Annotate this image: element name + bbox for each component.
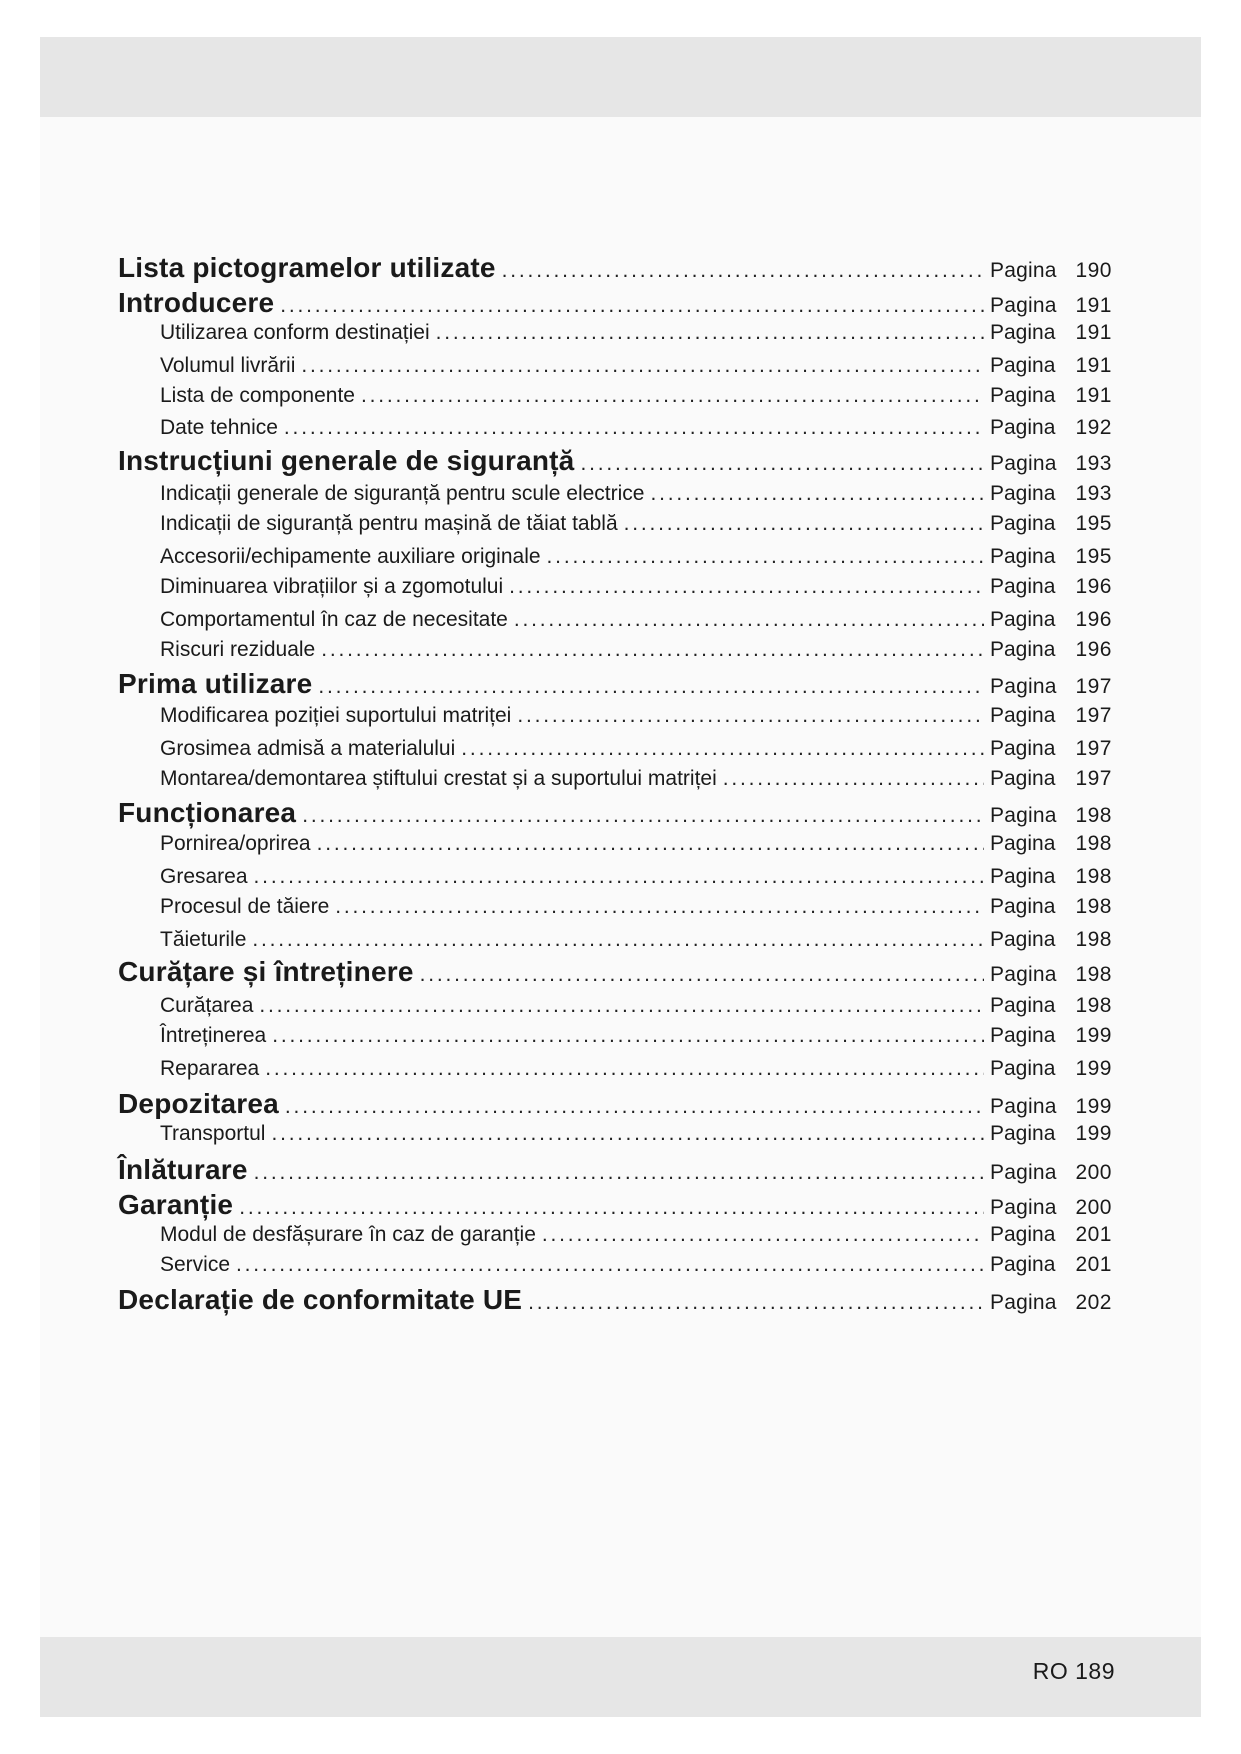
page-number: 197 (1075, 767, 1112, 790)
page-number: 196 (1075, 575, 1112, 598)
page-reference (990, 832, 1112, 856)
dot-leader (528, 1291, 984, 1315)
toc-subsection[interactable] (118, 545, 1112, 569)
page-number: 198 (1075, 832, 1112, 855)
page-label: Pagina (990, 928, 1056, 951)
toc-subsection[interactable] (118, 482, 1112, 506)
dot-leader (302, 804, 984, 828)
toc-subsection[interactable] (118, 1253, 1112, 1277)
dot-leader (321, 638, 984, 662)
page-label: Pagina (990, 259, 1057, 282)
dot-leader (542, 1223, 984, 1247)
toc-title: Utilizarea conform destinației (160, 321, 430, 344)
page-reference (990, 1122, 1112, 1146)
page-reference (990, 575, 1112, 599)
page-reference (990, 767, 1112, 791)
page-label: Pagina (990, 1196, 1057, 1219)
page-number: 190 (1075, 259, 1112, 282)
toc-subsection[interactable] (118, 608, 1112, 632)
dot-leader (284, 416, 984, 440)
page-reference (990, 804, 1112, 828)
dot-leader (723, 767, 984, 791)
page-label: Pagina (990, 354, 1056, 377)
toc-title: Riscuri reziduale (160, 638, 316, 661)
page-label: Pagina (990, 384, 1056, 407)
page-label: Pagina (990, 482, 1056, 505)
page-number: 193 (1075, 482, 1112, 505)
dot-leader (461, 737, 984, 761)
page-label: Pagina (990, 865, 1056, 888)
toc-section[interactable] (118, 445, 1112, 477)
page-label: Pagina (990, 545, 1056, 568)
page-number: 200 (1075, 1196, 1112, 1219)
toc-title: Garanție (118, 1189, 234, 1220)
toc-subsection[interactable] (118, 416, 1112, 440)
toc-title: Lista pictogramelor utilizate (118, 252, 496, 283)
toc-title: Service (160, 1253, 231, 1276)
toc-subsection[interactable] (118, 575, 1112, 599)
dot-leader (317, 832, 984, 856)
page-number: 198 (1075, 928, 1112, 951)
dot-leader (271, 1122, 984, 1146)
page-label: Pagina (990, 767, 1056, 790)
dot-leader (517, 704, 984, 728)
page-number: 199 (1075, 1122, 1112, 1145)
page-label: Pagina (990, 994, 1056, 1017)
page-reference (990, 294, 1112, 318)
dot-leader (514, 608, 984, 632)
dot-leader (502, 259, 984, 283)
page-label: Pagina (990, 608, 1056, 631)
toc-title: Montarea/demontarea știftului crestat și a suportului matriței (160, 767, 717, 790)
toc-title: Date tehnice (160, 416, 278, 439)
page-number: 201 (1075, 1223, 1112, 1246)
page-number: 191 (1075, 321, 1112, 344)
page-reference (990, 1291, 1112, 1315)
toc-title: Declarație de conformitate UE (118, 1284, 523, 1315)
dot-leader (265, 1057, 984, 1081)
page-label: Pagina (990, 675, 1057, 698)
page-reference (990, 1095, 1112, 1119)
toc-subsection[interactable] (118, 994, 1112, 1018)
page-reference (990, 354, 1112, 378)
toc-section[interactable] (118, 1189, 1112, 1221)
toc-subsection[interactable] (118, 895, 1112, 919)
toc-title: Instrucțiuni generale de siguranță (118, 445, 575, 476)
dot-leader (436, 321, 984, 345)
page-reference (990, 737, 1112, 761)
page-reference (990, 963, 1112, 987)
toc-subsection[interactable] (118, 704, 1112, 728)
page-number: 191 (1075, 354, 1112, 377)
toc-title: Accesorii/echipamente auxiliare originale (160, 545, 541, 568)
toc-title: Prima utilizare (118, 668, 313, 699)
toc-title: Curățarea (160, 994, 254, 1017)
dot-leader (318, 675, 984, 699)
toc-subsection[interactable] (118, 384, 1112, 408)
toc-subsection[interactable] (118, 767, 1112, 791)
toc-section[interactable] (118, 668, 1112, 700)
dot-leader (252, 928, 984, 952)
toc-subsection[interactable] (118, 865, 1112, 889)
toc-title: Pornirea/oprirea (160, 832, 311, 855)
toc-title: Modificarea poziției suportului matriței (160, 704, 512, 727)
page-number: 198 (1075, 865, 1112, 888)
page-number: 196 (1075, 608, 1112, 631)
page-number: 199 (1075, 1095, 1112, 1118)
page-reference (990, 321, 1112, 345)
page-number: 195 (1075, 545, 1112, 568)
dot-leader (254, 1161, 984, 1185)
page-label: Pagina (990, 321, 1056, 344)
page-reference (990, 994, 1112, 1018)
page-number: 201 (1075, 1253, 1112, 1276)
dot-leader (280, 294, 984, 318)
toc-subsection[interactable] (118, 832, 1112, 856)
page-label: Pagina (990, 575, 1056, 598)
page-label: Pagina (990, 1024, 1056, 1047)
toc-section[interactable] (118, 287, 1112, 319)
toc-subsection[interactable] (118, 1223, 1112, 1247)
page-label: Pagina (990, 832, 1056, 855)
toc-subsection[interactable] (118, 638, 1112, 662)
page-number: 198 (1075, 895, 1112, 918)
toc-subsection[interactable] (118, 1122, 1112, 1146)
page-reference (990, 416, 1112, 440)
dot-leader (509, 575, 984, 599)
page-label: Pagina (990, 963, 1057, 986)
toc-title: Transportul (160, 1122, 266, 1145)
dot-leader (624, 512, 984, 536)
dot-leader (650, 482, 984, 506)
header-band (40, 37, 1201, 117)
footer-band (40, 1637, 1201, 1717)
page-reference (990, 638, 1112, 662)
page-number: 198 (1075, 804, 1112, 827)
toc-section[interactable] (118, 797, 1112, 829)
toc-subsection[interactable] (118, 737, 1112, 761)
page-reference (990, 928, 1112, 952)
dot-leader (272, 1024, 984, 1048)
page-label: Pagina (990, 1253, 1056, 1276)
dot-leader (547, 545, 984, 569)
toc-title: Înlăturare (118, 1154, 248, 1185)
page-label: Pagina (990, 737, 1056, 760)
page-label: Pagina (990, 452, 1057, 475)
page-number: 202 (1075, 1291, 1112, 1314)
page-number: 191 (1075, 384, 1112, 407)
toc-title: Procesul de tăiere (160, 895, 330, 918)
page-reference (990, 452, 1112, 476)
toc-subsection[interactable] (118, 321, 1112, 345)
dot-leader (580, 452, 984, 476)
toc-subsection[interactable] (118, 512, 1112, 536)
page-reference (990, 1161, 1112, 1185)
page-reference (990, 704, 1112, 728)
page-number: 193 (1075, 452, 1112, 475)
page-label: Pagina (990, 1161, 1057, 1184)
toc-title: Introducere (118, 287, 275, 318)
page-number: 192 (1075, 416, 1112, 439)
page-footer-number: RO 189 (1032, 1658, 1115, 1684)
toc-title: Funcționarea (118, 797, 297, 828)
page-reference (990, 865, 1112, 889)
dot-leader (335, 895, 984, 919)
toc-title: Volumul livrării (160, 354, 296, 377)
page-reference (990, 545, 1112, 569)
page-label: Pagina (990, 1057, 1056, 1080)
page-label: Pagina (990, 804, 1057, 827)
dot-leader (361, 384, 984, 408)
page-number: 191 (1075, 294, 1112, 317)
dot-leader (301, 354, 984, 378)
page-reference (990, 1024, 1112, 1048)
page-label: Pagina (990, 895, 1056, 918)
toc-title: Gresarea (160, 865, 248, 888)
page-label: Pagina (990, 638, 1056, 661)
toc-section[interactable] (118, 252, 1112, 284)
toc-title: Comportamentul în caz de necesitate (160, 608, 508, 631)
toc-title: Lista de componente (160, 384, 355, 407)
page-label: Pagina (990, 416, 1056, 439)
toc-section[interactable] (118, 1088, 1112, 1120)
page-reference (990, 512, 1112, 536)
page-number: 199 (1075, 1024, 1112, 1047)
page-label: Pagina (990, 1095, 1057, 1118)
dot-leader (239, 1196, 984, 1220)
page-label: Pagina (990, 1291, 1057, 1314)
page-number: 198 (1075, 994, 1112, 1017)
page-label: Pagina (990, 512, 1056, 535)
toc-title: Modul de desfășurare în caz de garanție (160, 1223, 536, 1246)
toc-subsection[interactable] (118, 1057, 1112, 1081)
toc-title: Tăieturile (160, 928, 247, 951)
toc-title: Repararea (160, 1057, 260, 1080)
page-reference (990, 1253, 1112, 1277)
dot-leader (236, 1253, 984, 1277)
page-number: 197 (1075, 675, 1112, 698)
page-label: Pagina (990, 1223, 1056, 1246)
page-number: 198 (1075, 963, 1112, 986)
page-label: Pagina (990, 704, 1056, 727)
page-number: 195 (1075, 512, 1112, 535)
toc-title: Diminuarea vibrațiilor și a zgomotului (160, 575, 504, 598)
page-reference (990, 675, 1112, 699)
page-reference (990, 608, 1112, 632)
toc-title: Grosimea admisă a materialului (160, 737, 456, 760)
page-reference (990, 1057, 1112, 1081)
toc-title: Indicații generale de siguranță pentru scule electrice (160, 482, 645, 505)
dot-leader (254, 865, 984, 889)
toc-subsection[interactable] (118, 1024, 1112, 1048)
page-label: Pagina (990, 294, 1057, 317)
toc-title: Indicații de siguranță pentru mașină de tăiat tablă (160, 512, 618, 535)
toc-title: Curățare și întreținere (118, 956, 414, 987)
page-number: 200 (1075, 1161, 1112, 1184)
toc-subsection[interactable] (118, 928, 1112, 952)
page-label: Pagina (990, 1122, 1056, 1145)
dot-leader (285, 1095, 984, 1119)
page-number: 196 (1075, 638, 1112, 661)
page-reference (990, 895, 1112, 919)
toc-subsection[interactable] (118, 354, 1112, 378)
toc-section[interactable] (118, 1154, 1112, 1186)
page-number: 197 (1075, 704, 1112, 727)
toc-section[interactable] (118, 956, 1112, 988)
page-reference (990, 1223, 1112, 1247)
toc-title: Depozitarea (118, 1088, 279, 1119)
page-reference (990, 482, 1112, 506)
dot-leader (259, 994, 984, 1018)
page-reference (990, 384, 1112, 408)
page-number: 199 (1075, 1057, 1112, 1080)
toc-title: Întreținerea (160, 1024, 267, 1047)
dot-leader (420, 963, 984, 987)
toc-section[interactable] (118, 1284, 1112, 1316)
page-reference (990, 1196, 1112, 1220)
page-reference (990, 259, 1112, 283)
page-number: 197 (1075, 737, 1112, 760)
